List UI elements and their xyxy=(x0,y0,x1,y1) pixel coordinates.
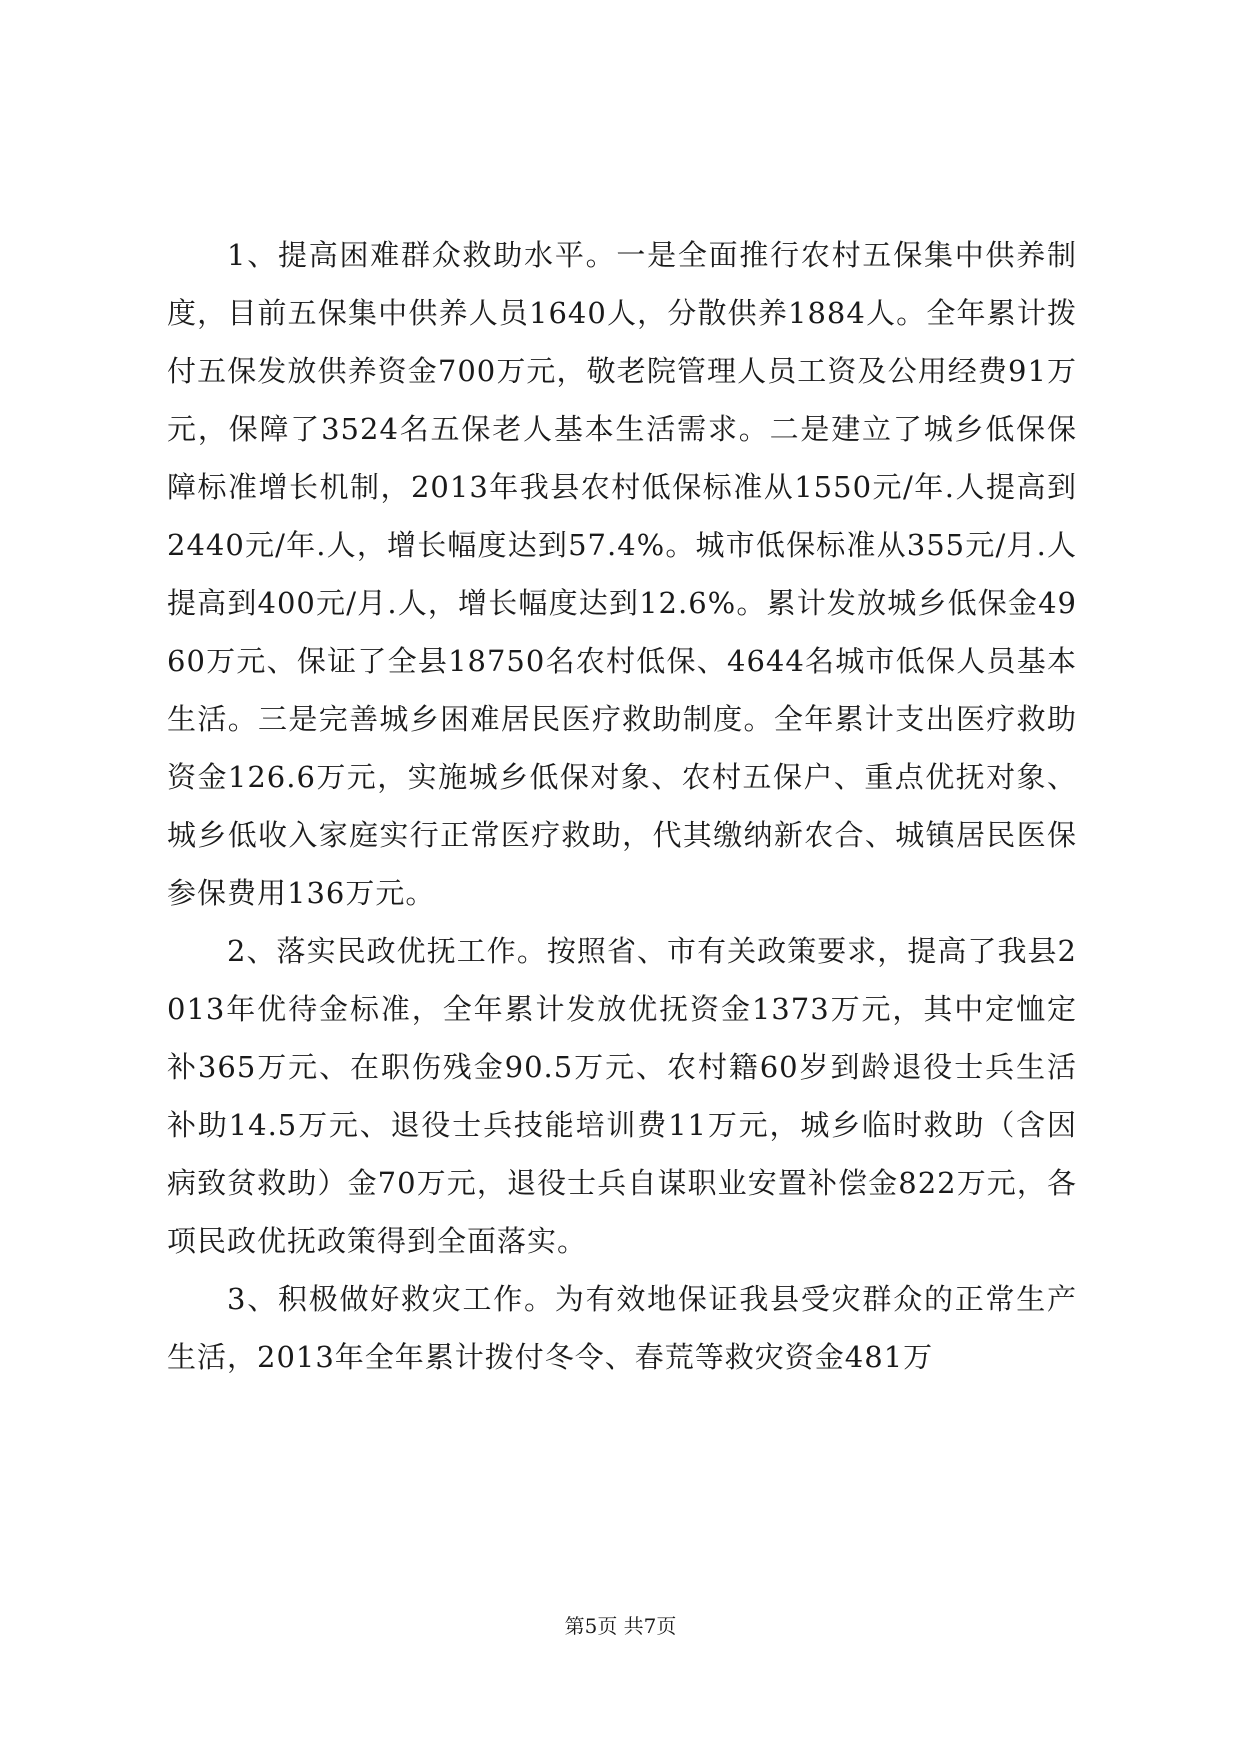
page-number-footer: 第5页 共7页 xyxy=(564,1614,677,1638)
paragraph-preferential-care: 2、落实民政优抚工作。按照省、市有关政策要求，提高了我县2013年优待金标准，全年累计发放优抚资金1373万元，其中定恤定补365万元、在职伤残金90.5万元、农村籍60岁到龄退役士兵生活补助14.5万元、退役士兵技能培训费11万元，城乡临时救助（含因病致贫救助）金70万元，退役士兵自谋职业安置补偿金822万元，各项民政优抚政策得到全面落实。 xyxy=(167,934,1077,1258)
paragraph-disaster-relief: 3、积极做好救灾工作。为有效地保证我县受灾群众的正常生产生活，2013年全年累计拨付冬令、春荒等救灾资金481万 xyxy=(167,1282,1077,1374)
document-body xyxy=(167,226,1077,1386)
paragraph-relief-level: 1、提高困难群众救助水平。一是全面推行农村五保集中供养制度，目前五保集中供养人员1640人，分散供养1884人。全年累计拨付五保发放供养资金700万元，敬老院管理人员工资及公用经费91万元，保障了3524名五保老人基本生活需求。二是建立了城乡低保保障标准增长机制，2013年我县农村低保标准从1550元/年.人提高到2440元/年.人，增长幅度达到57.4%。城市低保标准从355元/月.人提高到400元/月.人，增长幅度达到12.6%。累计发放城乡低保金4960万元、保证了全县18750名农村低保、4644名城市低保人员基本生活。三是完善城乡困难居民医疗救助制度。全年累计支出医疗救助资金126.6万元，实施城乡低保对象、农村五保户、重点优抚对象、城乡低收入家庭实行正常医疗救助，代其缴纳新农合、城镇居民医保参保费用136万元。 xyxy=(167,238,1077,910)
